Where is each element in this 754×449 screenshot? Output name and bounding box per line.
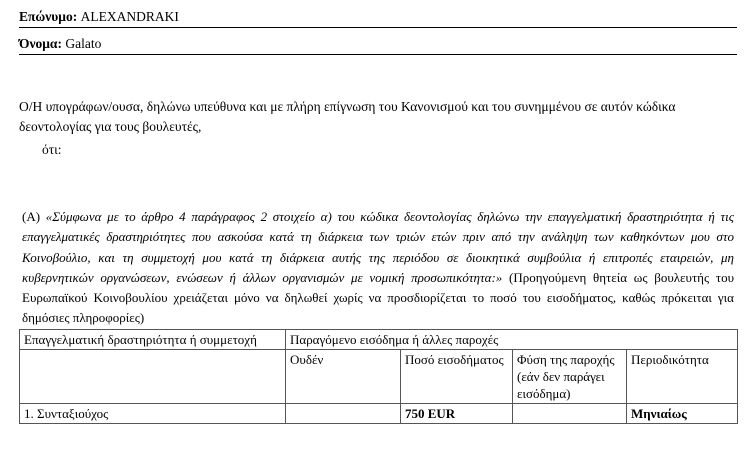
name-row: [19, 35, 737, 55]
surname-row: [19, 8, 737, 28]
surname-label: Επώνυμο:: [19, 9, 78, 24]
header-income-group: Παραγόμενο εισόδημα ή άλλες παροχές: [286, 330, 738, 350]
name-label: Όνομα:: [19, 36, 62, 51]
row-activity: 1. Συνταξιούχος: [20, 404, 286, 424]
table-header-row: [20, 330, 738, 350]
row-periodicity: Μηνιαίως: [627, 404, 738, 424]
subheader-none: Ουδέν: [286, 350, 401, 404]
name-value: Galato: [65, 36, 102, 51]
subheader-periodicity: Περιοδικότητα: [627, 350, 738, 404]
surname-value: ALEXANDRAKI: [80, 9, 179, 24]
section-a-prefix: (A): [22, 209, 41, 224]
table-row: [20, 404, 738, 424]
subheader-nature: Φύση της παροχής (εάν δεν παράγει εισόδημα): [513, 350, 627, 404]
subheader-amount: Ποσό εισοδήματος: [401, 350, 513, 404]
section-a-paragraph: [22, 207, 734, 329]
table-subheader-row: [20, 350, 738, 404]
declaration-text: Ο/Η υπογράφων/ουσα, δηλώνω υπεύθυνα και με πλήρη επίγνωση του Κανονισμού και του συνημμένου σε αυτόν κώδικα δεοντολογίας για τους βουλευτές,: [19, 99, 676, 134]
section-a-italic-text: «Σύμφωνα με το άρθρο 4 παράγραφος 2 στοιχείο α) του κώδικα δεοντολογίας δηλώνω την επαγγελματική δραστηριότητα ή τις επαγγελματικές δραστηριότητες που ασκούσα κατά τη διάρκεια των τριών ετών πριν από την ανάληψη των καθηκόντων μου στο Κοινοβούλιο, και τη συμμετοχή μου κατά τη διάρκεια αυτής της περιόδου σε διοικητικά συμβούλια ή επιτροπές εταιρειών, μη κυβερνητικών οργανώσεων, ενώσεων ή άλλων οργανισμών με νομική προσωπικότητα:»: [22, 209, 735, 285]
header-activity: Επαγγελματική δραστηριότητα ή συμμετοχή: [20, 330, 286, 350]
section-a-note: (Προηγούμενη θητεία ως βουλευτής του Ευρωπαϊκού Κοινοβουλίου χρειάζεται μόνο να δηλωθεί χωρίς να προσδιορίζεται το ποσό του εισοδήματος, καθώς πρόκειται για δημόσιες πληροφορίες): [22, 269, 735, 326]
oti-text: ότι:: [42, 142, 62, 157]
row-nature: [513, 404, 627, 424]
activity-income-table: [19, 329, 738, 424]
row-none: [286, 404, 401, 424]
subheader-empty: [20, 350, 286, 404]
row-amount: 750 EUR: [401, 404, 513, 424]
